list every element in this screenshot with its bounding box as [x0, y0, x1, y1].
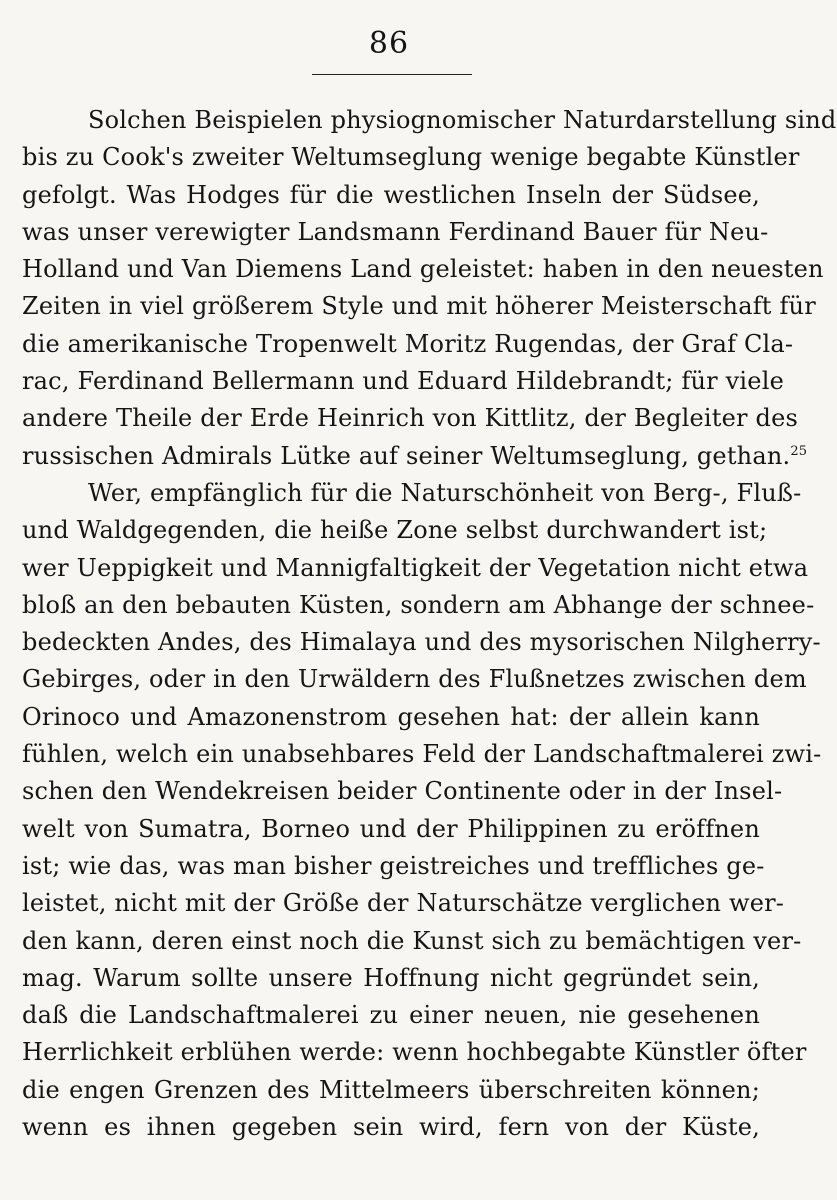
text-line: die engen Grenzen des Mittelmeers überschreiten können; [22, 1075, 760, 1104]
text-line: Herrlichkeit erblühen werde: wenn hochbegabte Künstler öfter [22, 1038, 807, 1067]
text-line: Zeiten in viel größerem Style und mit höherer Meisterschaft für [22, 292, 816, 321]
text-line-content: russischen Admirals Lütke auf seiner Weltumseglung, gethan. [22, 441, 791, 470]
text-line: mag. Warum sollte unsere Hoffnung nicht gegründet sein, [22, 963, 760, 992]
text-line: wer Ueppigkeit und Mannigfaltigkeit der Vegetation nicht etwa [22, 553, 809, 582]
body-text [22, 102, 837, 1146]
text-line: welt von Sumatra, Borneo und der Philippinen zu eröffnen [22, 814, 760, 843]
paragraph-2 [22, 475, 822, 1146]
text-line: und Waldgegenden, die heiße Zone selbst durchwandert ist; [22, 516, 768, 545]
text-line: gefolgt. Was Hodges für die westlichen Inseln der Südsee, [22, 180, 760, 209]
text-line: ist; wie das, was man bisher geistreiches und treffliches ge- [22, 851, 765, 880]
text-line: Holland und Van Diemens Land geleistet: haben in den neuesten [22, 255, 824, 284]
paragraph-1 [22, 102, 837, 475]
text-line: bis zu Cook's zweiter Weltumseglung wenige begabte Künstler [22, 143, 800, 172]
text-line: bloß an den bebauten Küsten, sondern am Abhange der schnee- [22, 590, 815, 619]
text-line: den kann, deren einst noch die Kunst sich zu bemächtigen ver- [22, 926, 802, 955]
text-line: Orinoco und Amazonenstrom gesehen hat: der allein kann [22, 702, 760, 731]
text-line: die amerikanische Tropenwelt Moritz Rugendas, der Graf Cla- [22, 329, 794, 358]
header-rule [312, 74, 472, 75]
text-line-last [22, 438, 808, 475]
footnote-reference: 25 [790, 443, 808, 459]
text-line: Gebirges, oder in den Urwäldern des Flußnetzes zwischen dem [22, 665, 807, 694]
text-line: wenn es ihnen gegeben sein wird, fern von der Küste, [22, 1113, 760, 1142]
text-line: fühlen, welch ein unabsehbares Feld der Landschaftmalerei zwi- [22, 740, 822, 769]
text-line: was unser verewigter Landsmann Ferdinand Bauer für Neu- [22, 217, 769, 246]
text-line: rac, Ferdinand Bellermann und Eduard Hildebrandt; für viele [22, 367, 784, 396]
text-line: Solchen Beispielen physiognomischer Naturdarstellung sind [88, 106, 837, 134]
text-line: leistet, nicht mit der Größe der Naturschätze verglichen wer- [22, 889, 785, 918]
text-line: daß die Landschaftmalerei zu einer neuen, nie gesehenen [22, 1001, 760, 1030]
text-line: Wer, empfänglich für die Naturschönheit von Berg-, Fluß- [88, 478, 802, 507]
text-line: schen den Wendekreisen beider Continente oder in der Insel- [22, 777, 783, 806]
text-line: andere Theile der Erde Heinrich von Kittlitz, der Begleiter des [22, 404, 799, 433]
page-number: 86 [368, 26, 410, 61]
text-line: bedeckten Andes, des Himalaya und des mysorischen Nilgherry- [22, 628, 821, 657]
